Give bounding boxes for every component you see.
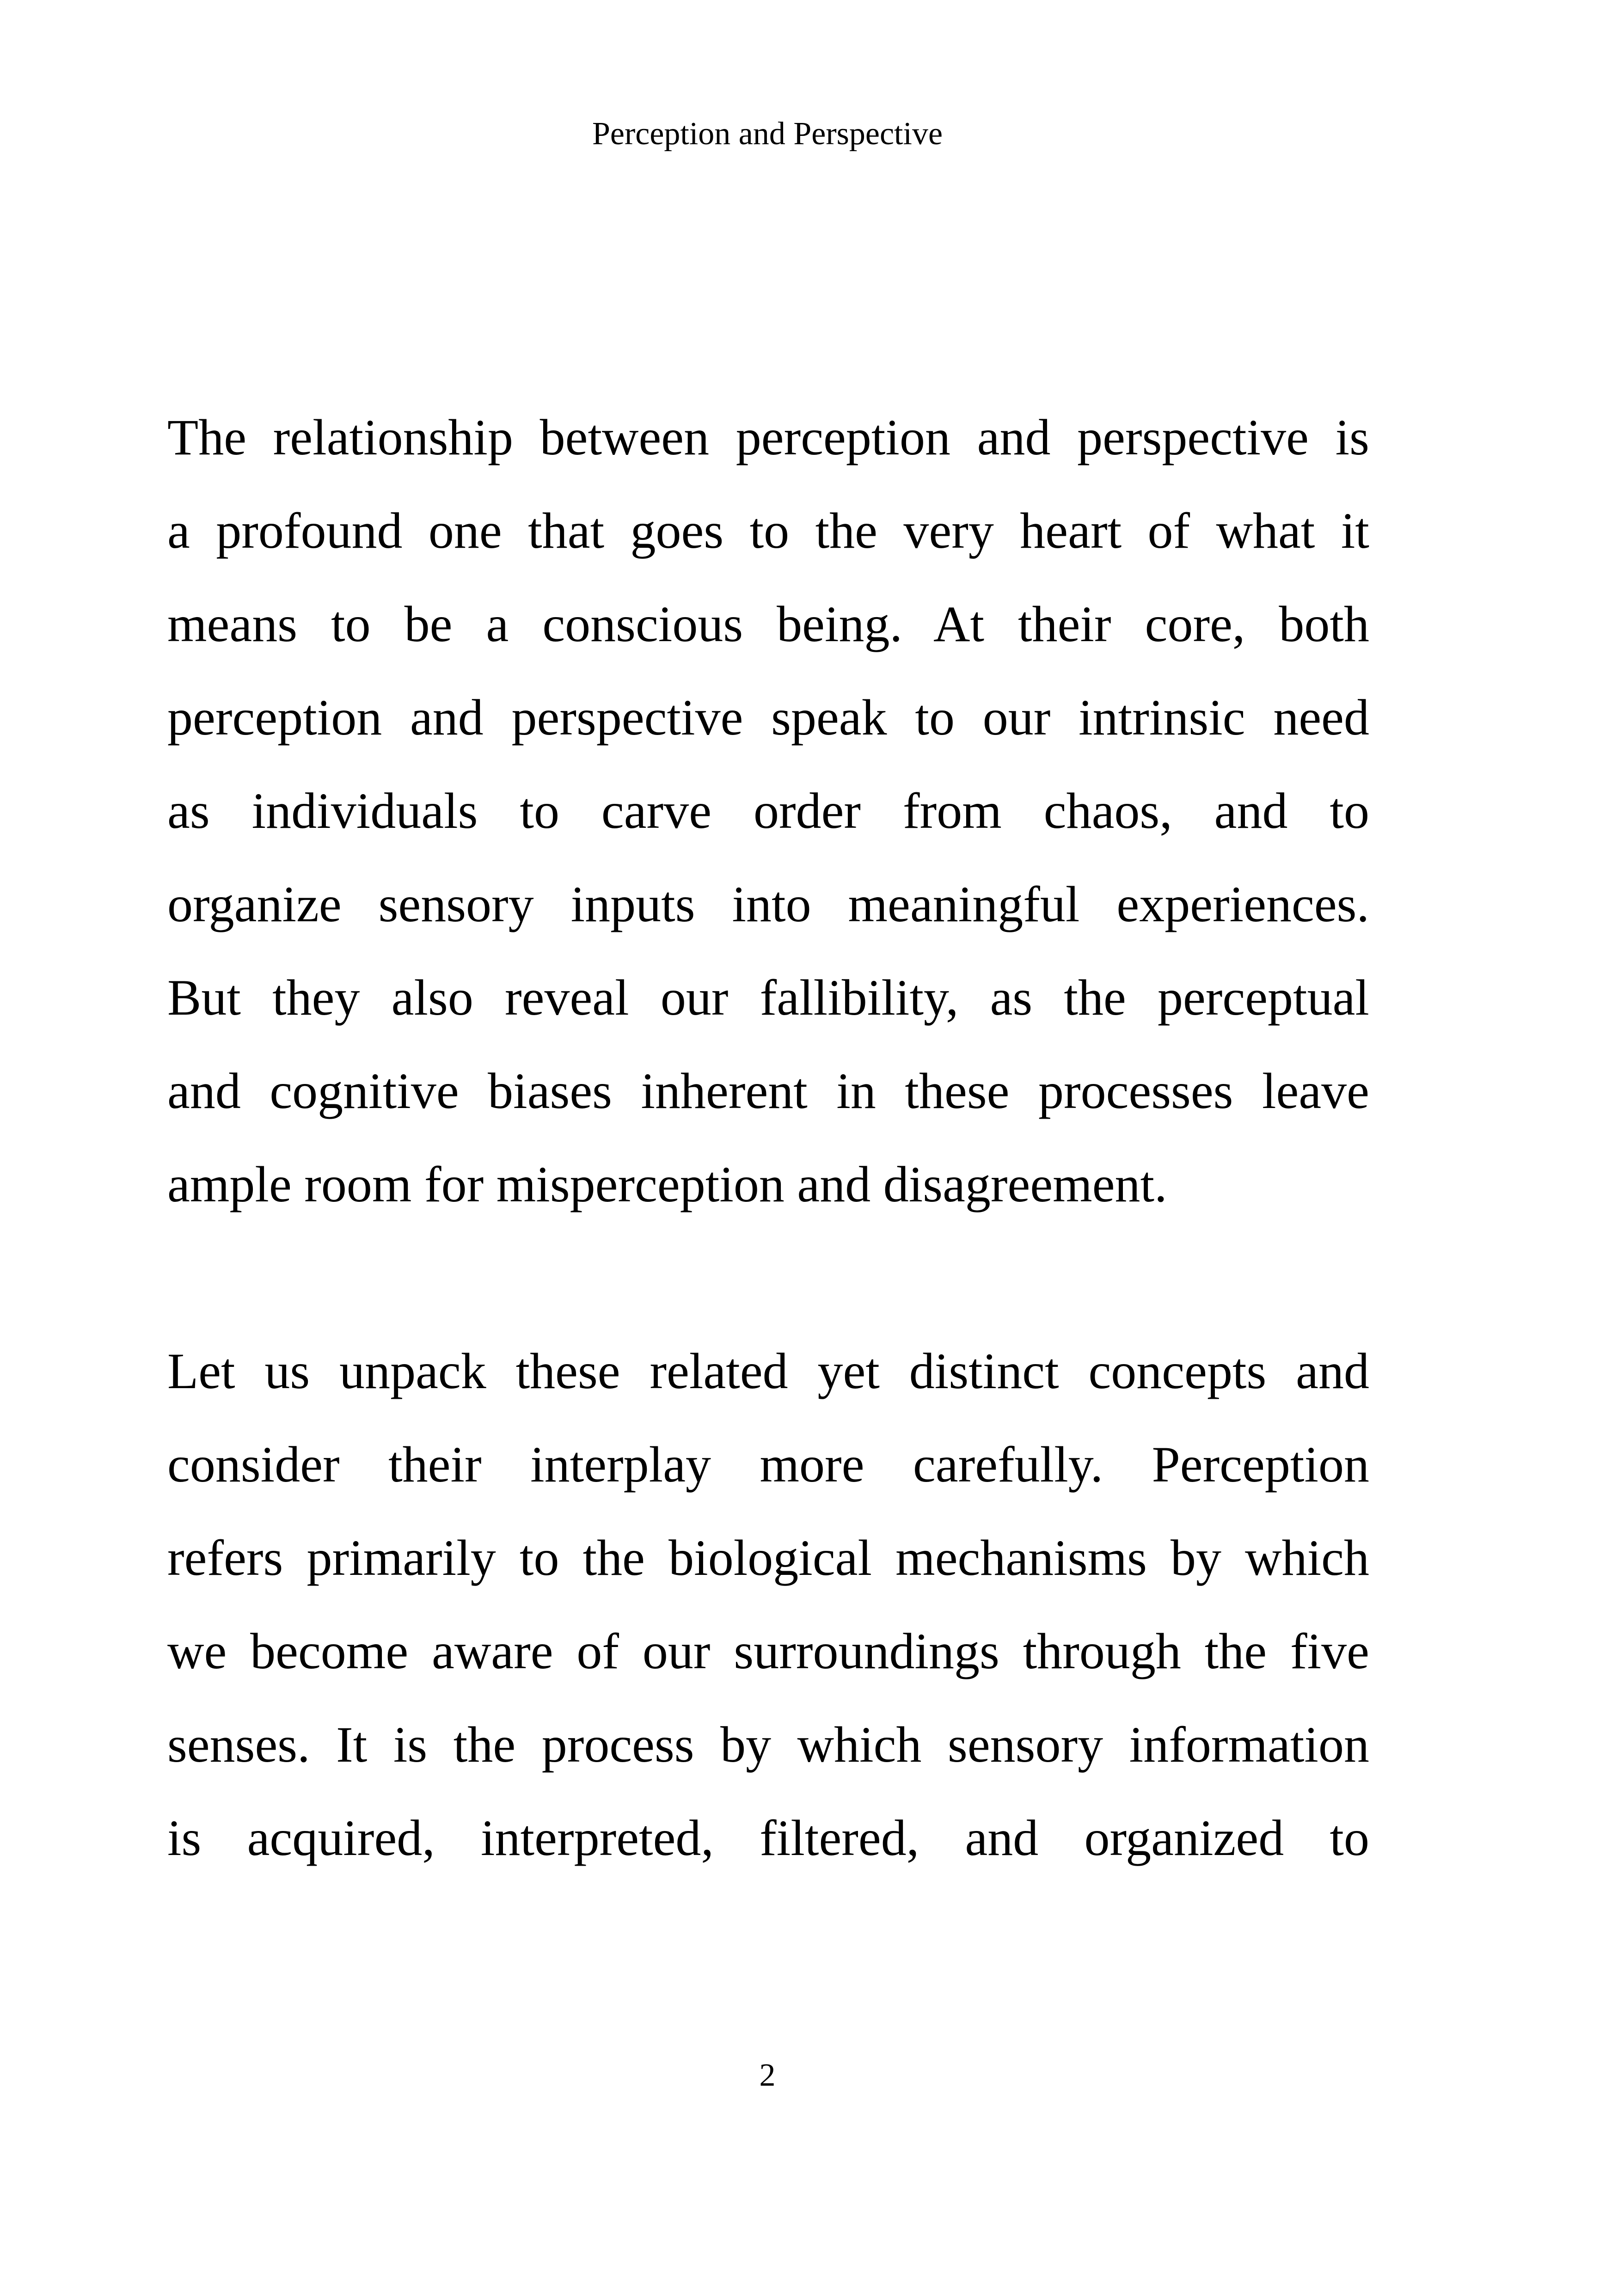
paragraph-spacer [167, 1231, 1369, 1324]
running-header: Perception and Perspective [592, 116, 943, 152]
paragraph-1 [167, 391, 1369, 1231]
text-line: a profound one that goes to the very heart of what it [167, 502, 1369, 559]
text-line: is acquired, interpreted, filtered, and organized to [167, 1810, 1369, 1866]
text-line: senses. It is the process by which sensory information [167, 1716, 1369, 1773]
text-line: organize sensory inputs into meaningful experiences. [167, 876, 1369, 932]
text-line: as individuals to carve order from chaos, and to [167, 783, 1369, 839]
text-line: Let us unpack these related yet distinct concepts and [167, 1343, 1369, 1399]
text-line: means to be a conscious being. At their core, both [167, 596, 1369, 652]
text-line: perception and perspective speak to our intrinsic need [167, 689, 1369, 746]
text-line: and cognitive biases inherent in these processes leave [167, 1063, 1369, 1119]
text-line: we become aware of our surroundings through the five [167, 1623, 1369, 1679]
text-line: consider their interplay more carefully. Perception [167, 1436, 1369, 1493]
page-number: 2 [759, 2057, 776, 2093]
text-line: ample room for misperception and disagreement. [167, 1156, 1167, 1212]
body-text [167, 391, 1369, 1885]
text-line: But they also reveal our fallibility, as the perceptual [167, 969, 1369, 1026]
text-line: refers primarily to the biological mechanisms by which [167, 1530, 1369, 1586]
text-line: The relationship between perception and perspective is [167, 409, 1369, 465]
paragraph-2 [167, 1324, 1369, 1885]
